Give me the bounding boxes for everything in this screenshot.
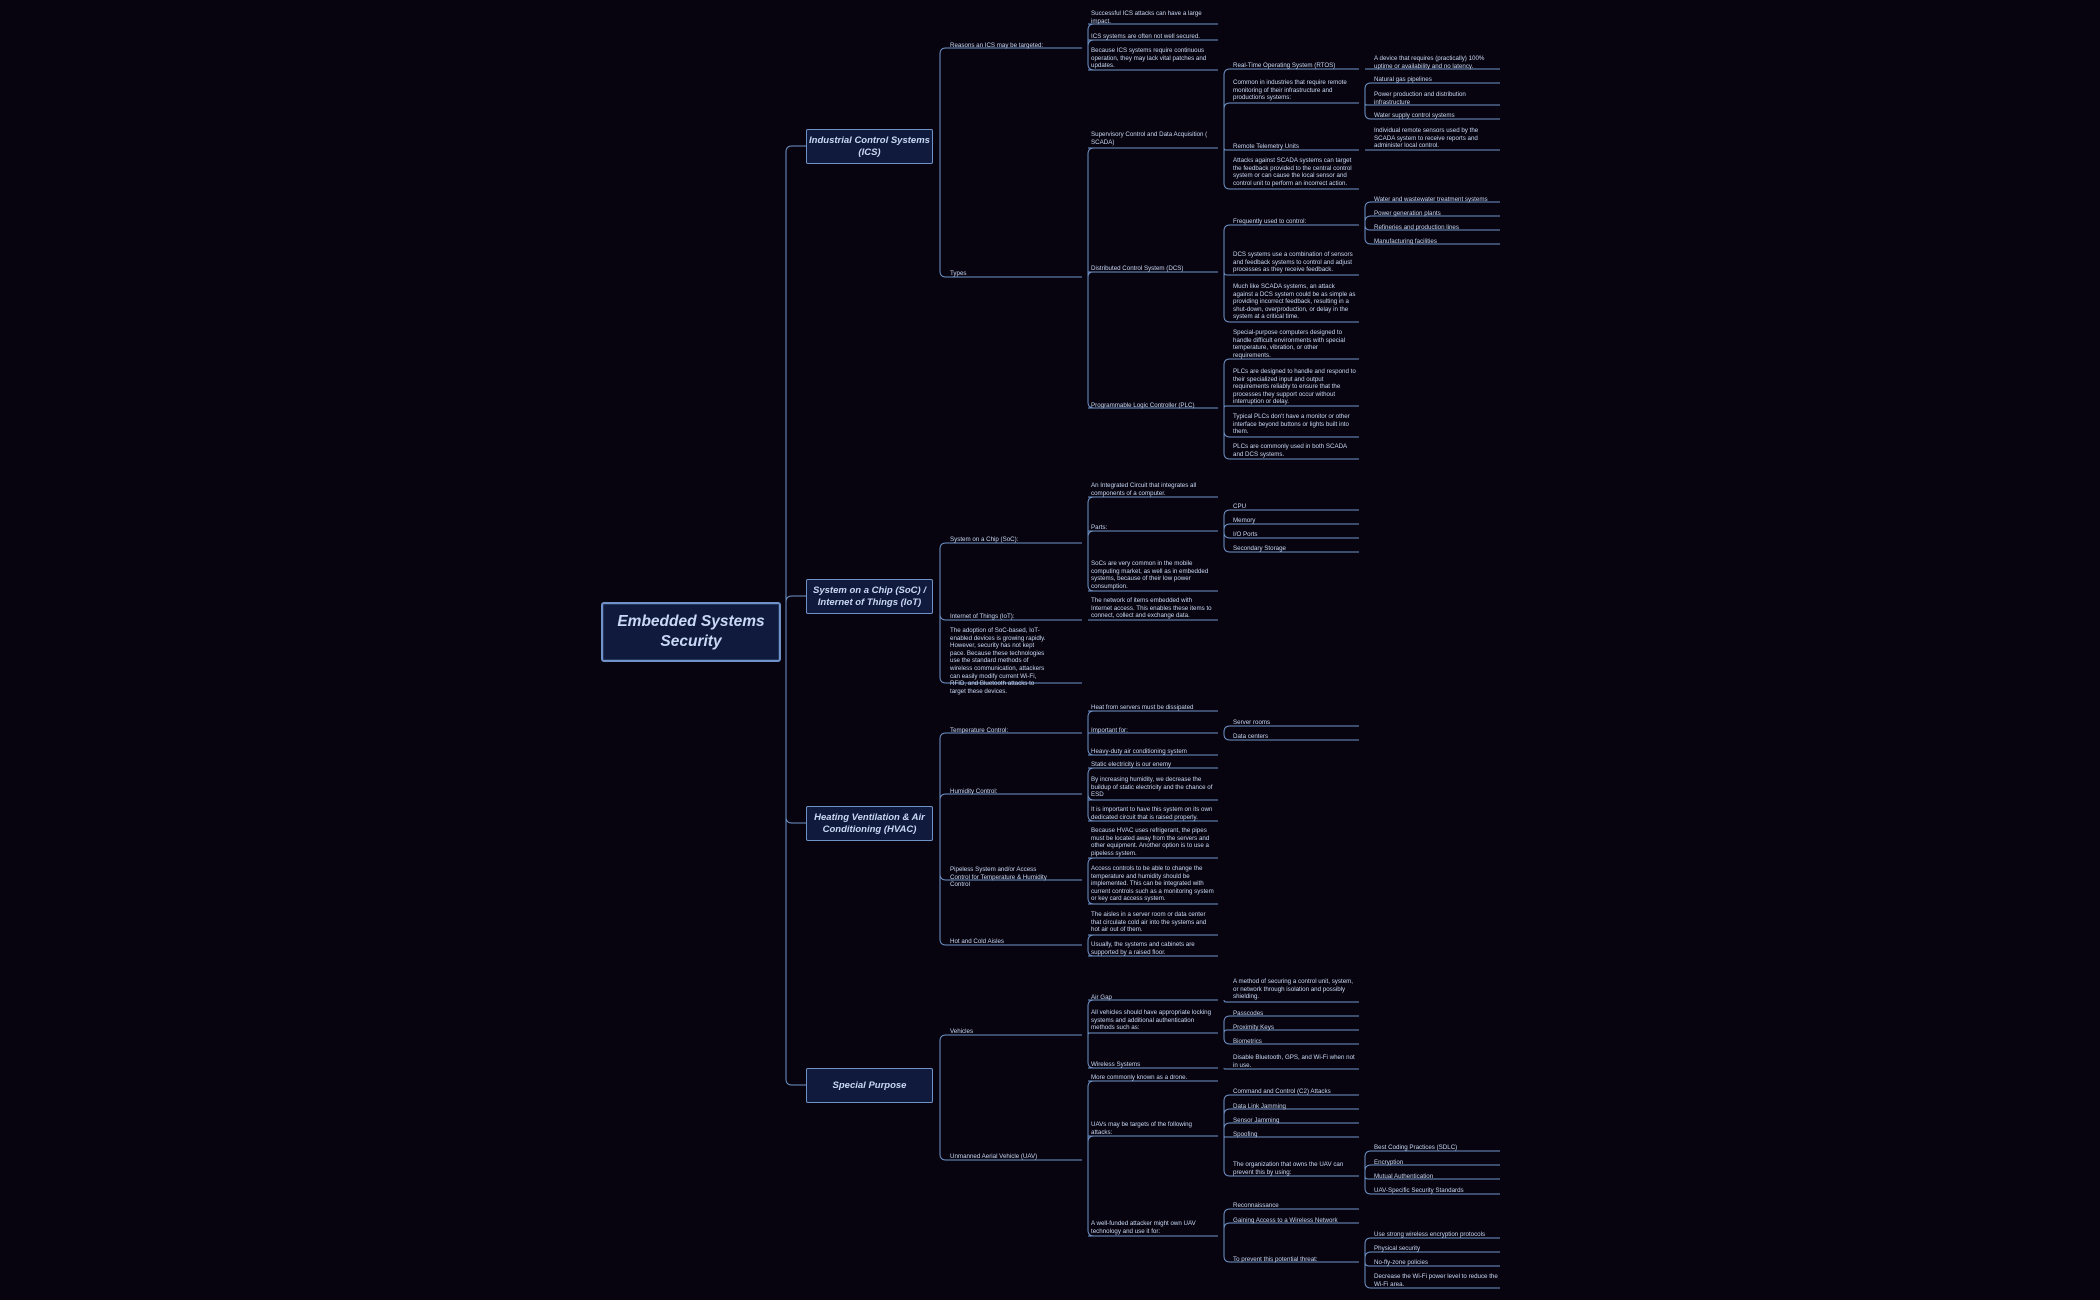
connector-curve	[1224, 1033, 1230, 1044]
branch-real-time-operating-system-rtos[interactable]: Real-Time Operating System (RTOS)	[1233, 62, 1336, 69]
leaf-proximity-keys[interactable]: Proximity Keys	[1233, 1024, 1274, 1031]
leaf-decrease-the-wi-fi-power-level-to-reduce[interactable]: Decrease the Wi-Fi power level to reduce the Wi-Fi area.	[1374, 1273, 1498, 1288]
leaf-use-strong-wireless-encryption-protocols[interactable]: Use strong wireless encryption protocols	[1374, 1231, 1486, 1238]
leaf-uav-specific-security-standards[interactable]: UAV-Specific Security Standards	[1374, 1187, 1464, 1194]
connector-curve	[1224, 408, 1230, 437]
leaf-spoofing[interactable]: Spoofing	[1233, 1131, 1258, 1138]
leaf-by-increasing-humidity-we-decrease-the-b[interactable]: By increasing humidity, we decrease the buildup of static electricity and the chance of ESD	[1091, 776, 1213, 799]
branch-important-for[interactable]: Important for:	[1091, 727, 1128, 734]
leaf-the-network-of-items-embedded-with-inter[interactable]: The network of items embedded with Internet access. This enables these items to connect, collect and exchange data.	[1091, 597, 1212, 620]
leaf-natural-gas-pipelines[interactable]: Natural gas pipelines	[1374, 76, 1432, 83]
connector-curve	[1224, 359, 1230, 408]
leaf-static-electricity-is-our-enemy[interactable]: Static electricity is our enemy	[1091, 761, 1172, 768]
root-node[interactable]: Embedded Systems Security	[601, 602, 781, 662]
leaf-data-link-jamming[interactable]: Data Link Jamming	[1233, 1103, 1286, 1110]
branch-hot-and-cold-aisles[interactable]: Hot and Cold Aisles	[950, 938, 1004, 945]
connector-curve	[1224, 225, 1230, 272]
connector-curve	[940, 733, 947, 823]
branch-wireless-systems[interactable]: Wireless Systems	[1091, 1061, 1141, 1068]
connector-curve	[1365, 1165, 1371, 1176]
connector-curve	[1088, 1033, 1090, 1035]
connector-curve	[1224, 1236, 1230, 1262]
branch-parts[interactable]: Parts:	[1091, 524, 1108, 531]
leaf-the-adoption-of-soc-based-iot-enabled-de[interactable]: The adoption of SoC-based, IoT-enabled devices is growing rapidly. However, security has not kept pace. Because these technologies use the standard methods of wireless communication, attackers can easily modify current Wi-Fi, RFID, and Bluetooth attacks to target these devices.	[950, 627, 1046, 695]
connector-curve	[1365, 216, 1371, 225]
connector-curve	[940, 794, 947, 823]
leaf-gaining-access-to-a-wireless-network[interactable]: Gaining Access to a Wireless Network	[1233, 1217, 1338, 1224]
leaf-because-hvac-uses-refrigerant-the-pipes-[interactable]: Because HVAC uses refrigerant, the pipes must be located away from the servers and other equipment. Another option is to use a pipeless system.	[1091, 827, 1210, 857]
branch-supervisory-control-and-data-acquisition[interactable]: Supervisory Control and Data Acquisition ( SCADA)	[1091, 131, 1208, 146]
leaf-command-and-control-c2-attacks[interactable]: Command and Control (C2) Attacks	[1233, 1088, 1331, 1095]
leaf-memory[interactable]: Memory	[1233, 517, 1256, 524]
connector-curve	[940, 1035, 947, 1085]
leaf-best-coding-practices-sdlc[interactable]: Best Coding Practices (SDLC)	[1374, 1144, 1458, 1151]
main-branch-heating-ventilation-air-conditioning-hva[interactable]: Heating Ventilation & Air Conditioning (HVAC)	[806, 806, 933, 841]
leaf-water-supply-control-systems[interactable]: Water supply control systems	[1374, 112, 1455, 119]
connector-curve	[1365, 83, 1371, 103]
branch-the-organization-that-owns-the-uav-can-p[interactable]: The organization that owns the UAV can prevent this by using:	[1233, 1161, 1344, 1176]
connector-curve	[1088, 497, 1094, 543]
connector-curve	[1224, 406, 1230, 408]
leaf-successful-ics-attacks-can-have-a-large-[interactable]: Successful ICS attacks can have a large impact.	[1091, 10, 1202, 25]
connector-curve	[1224, 1223, 1230, 1236]
connector-curve	[940, 596, 947, 683]
connector-curve	[1365, 1151, 1371, 1176]
leaf-disable-bluetooth-gps-and-wi-fi-when-not[interactable]: Disable Bluetooth, GPS, and Wi-Fi when not in use.	[1233, 1054, 1355, 1069]
leaf-because-ics-systems-require-continuous-o[interactable]: Because ICS systems require continuous operation, they may lack vital patches and updates.	[1091, 47, 1207, 70]
connector-curve	[1224, 1095, 1230, 1136]
branch-internet-of-things-iot[interactable]: Internet of Things (IoT):	[950, 613, 1015, 620]
connector-curve	[1365, 1176, 1371, 1179]
branch-distributed-control-system-dcs[interactable]: Distributed Control System (DCS)	[1091, 265, 1184, 272]
connector-curve	[1224, 408, 1230, 459]
leaf-a-method-of-securing-a-control-unit-syst[interactable]: A method of securing a control unit, system, or network through isolation and possibly shielding.	[1233, 978, 1354, 1001]
leaf-power-production-and-distribution-infras[interactable]: Power production and distribution infrastructure	[1374, 91, 1466, 106]
connector-curve	[940, 596, 947, 620]
leaf-power-generation-plants[interactable]: Power generation plants	[1374, 210, 1441, 217]
connector-curve	[1224, 1030, 1230, 1033]
leaf-it-is-important-to-have-this-system-on-i[interactable]: It is important to have this system on its own dedicated circuit that is raised properly.	[1091, 806, 1213, 821]
connector-curve	[1224, 272, 1230, 322]
connector-curve	[1365, 225, 1371, 230]
connector-curve	[1088, 1136, 1094, 1160]
leaf-individual-remote-sensors-used-by-the-sc[interactable]: Individual remote sensors used by the SCADA system to receive reports and administer local control.	[1374, 127, 1479, 150]
branch-air-gap[interactable]: Air Gap	[1091, 994, 1112, 1001]
connector-curve	[1224, 1068, 1230, 1069]
branch-all-vehicles-should-have-appropriate-loc[interactable]: All vehicles should have appropriate locking systems and additional authentication methods such as:	[1091, 1009, 1212, 1032]
branch-uavs-may-be-targets-of-the-following-att[interactable]: UAVs may be targets of the following attacks:	[1091, 1121, 1192, 1136]
connector-curve	[1088, 531, 1094, 543]
leaf-heat-from-servers-must-be-dissipated[interactable]: Heat from servers must be dissipated	[1091, 704, 1194, 711]
connector-curve	[940, 146, 947, 277]
branch-humidity-control[interactable]: Humidity Control:	[950, 788, 998, 795]
main-branch-industrial-control-systems-ics[interactable]: Industrial Control Systems (ICS)	[806, 129, 933, 164]
connector-curve	[1224, 1000, 1230, 1002]
connector-curve	[1224, 103, 1230, 148]
leaf-secondary-storage[interactable]: Secondary Storage	[1233, 545, 1286, 552]
leaf-passcodes[interactable]: Passcodes	[1233, 1010, 1264, 1017]
leaf-plcs-are-commonly-used-in-both-scada-and[interactable]: PLCs are commonly used in both SCADA and DCS systems.	[1233, 443, 1347, 458]
connector-curve	[940, 1085, 947, 1160]
branch-frequently-used-to-control[interactable]: Frequently used to control:	[1233, 218, 1307, 225]
connector-curve	[1365, 1252, 1371, 1262]
connector-curve	[1365, 202, 1371, 225]
branch-remote-telemetry-units[interactable]: Remote Telemetry Units	[1233, 143, 1299, 150]
branch-system-on-a-chip-soc[interactable]: System on a Chip (SoC):	[950, 536, 1019, 543]
leaf-ics-systems-are-often-not-well-secured[interactable]: ICS systems are often not well secured.	[1091, 33, 1201, 40]
leaf-cpu[interactable]: CPU	[1233, 503, 1247, 510]
connector-curve	[1224, 733, 1230, 740]
connector-curve	[940, 543, 947, 596]
branch-a-well-funded-attacker-might-own-uav-tec[interactable]: A well-funded attacker might own UAV technology and use it for:	[1091, 1220, 1196, 1235]
leaf-mutual-authentication[interactable]: Mutual Authentication	[1374, 1173, 1434, 1180]
leaf-biometrics[interactable]: Biometrics	[1233, 1038, 1262, 1045]
connector-curve	[786, 596, 806, 630]
leaf-socs-are-very-common-in-the-mobile-compu[interactable]: SoCs are very common in the mobile computing market, as well as in embedded systems, because of their low power consumption.	[1091, 560, 1209, 590]
connector-curve	[1365, 1238, 1371, 1262]
branch-unmanned-aerial-vehicle-uav[interactable]: Unmanned Aerial Vehicle (UAV)	[950, 1153, 1038, 1160]
connector-curve	[1224, 531, 1230, 538]
leaf-heavy-duty-air-conditioning-system[interactable]: Heavy-duty air conditioning system	[1091, 748, 1187, 755]
leaf-an-integrated-circuit-that-integrates-al[interactable]: An Integrated Circuit that integrates all components of a computer.	[1091, 482, 1197, 497]
branch-pipeless-system-and-or-access-control-fo[interactable]: Pipeless System and/or Access Control for Temperature & Humidity Control	[950, 866, 1047, 889]
branch-vehicles[interactable]: Vehicles	[950, 1028, 974, 1035]
connector-curve	[940, 48, 947, 146]
leaf-more-commonly-known-as-a-drone[interactable]: More commonly known as a drone.	[1091, 1074, 1188, 1081]
connector-curve	[1224, 510, 1230, 531]
branch-to-prevent-this-potential-threat[interactable]: To prevent this potential threat:	[1233, 1256, 1318, 1263]
connector-curve	[1224, 148, 1230, 150]
connector-curve	[1224, 1136, 1230, 1176]
leaf-a-device-that-requires-practically-100-u[interactable]: A device that requires (practically) 100% uptime or availability and no latency.	[1374, 55, 1485, 70]
connector-curve	[1088, 277, 1094, 408]
connector-curve	[786, 630, 806, 823]
leaf-special-purpose-computers-designed-to-ha[interactable]: Special-purpose computers designed to handle difficult environments with special temperature, vibration, or other requirements.	[1233, 329, 1346, 359]
connector-curve	[940, 823, 947, 880]
connector-curve	[786, 630, 806, 1085]
connector-curve	[1088, 272, 1093, 277]
leaf-data-centers[interactable]: Data centers	[1233, 733, 1269, 740]
connector-curve	[940, 823, 947, 945]
leaf-physical-security[interactable]: Physical security	[1374, 1245, 1421, 1252]
leaf-much-like-scada-systems-an-attack-agains[interactable]: Much like SCADA systems, an attack against a DCS system could be as simple as providing incorrect feedback, resulting in a shut-down, overproduction, or delay in the system at a critical time.	[1233, 283, 1356, 321]
branch-temperature-control[interactable]: Temperature Control:	[950, 727, 1009, 734]
connector-curve	[1088, 148, 1094, 277]
connector-curve	[1224, 1136, 1230, 1137]
main-branch-special-purpose[interactable]: Special Purpose	[806, 1068, 933, 1103]
connector-curve	[1224, 148, 1230, 189]
connector-curve	[1224, 531, 1230, 552]
branch-types[interactable]: Types	[950, 270, 967, 277]
leaf-the-aisles-in-a-server-room-or-data-cent[interactable]: The aisles in a server room or data center that circulate cold air into the systems and hot air out of them.	[1091, 911, 1207, 934]
main-branch-system-on-a-chip-soc-internet-of-things-[interactable]: System on a Chip (SoC) / Internet of Things (IoT)	[806, 579, 933, 614]
leaf-dcs-systems-use-a-combination-of-sensors[interactable]: DCS systems use a combination of sensors and feedback systems to control and adjust processes as they receive feedback.	[1233, 251, 1353, 274]
leaf-no-fly-zone-policies[interactable]: No-fly-zone policies	[1374, 1259, 1428, 1266]
connector-curve	[1224, 524, 1230, 531]
branch-programmable-logic-controller-plc[interactable]: Programmable Logic Controller (PLC)	[1091, 402, 1195, 409]
leaf-usually-the-systems-and-cabinets-are-sup[interactable]: Usually, the systems and cabinets are supported by a raised floor.	[1091, 941, 1195, 956]
leaf-encryption[interactable]: Encryption	[1374, 1159, 1404, 1166]
connector-curve	[1224, 272, 1230, 275]
leaf-reconnaissance[interactable]: Reconnaissance	[1233, 1202, 1279, 1209]
leaf-i-o-ports[interactable]: I/O Ports	[1233, 531, 1258, 538]
connector-curve	[1224, 1209, 1230, 1236]
leaf-attacks-against-scada-systems-can-target[interactable]: Attacks against SCADA systems can target the feedback provided to the central control system or can cause the local sensor and control unit to perform an incorrect action.	[1233, 157, 1352, 187]
leaf-manufacturing-facilities[interactable]: Manufacturing facilities	[1374, 238, 1437, 245]
leaf-refineries-and-production-lines[interactable]: Refineries and production lines	[1374, 224, 1459, 231]
connector-curve	[786, 146, 806, 630]
leaf-typical-plcs-don-t-have-a-monitor-or-oth[interactable]: Typical PLCs don't have a monitor or other interface beyond buttons or lights built into them.	[1233, 413, 1350, 436]
connector-curve	[1224, 69, 1230, 148]
leaf-server-rooms[interactable]: Server rooms	[1233, 719, 1271, 726]
leaf-plcs-are-designed-to-handle-and-respond-[interactable]: PLCs are designed to handle and respond to their specialized input and output requirements reliably to ensure that the processes they support occur without interruption or delay.	[1233, 368, 1356, 406]
connector-curve	[1224, 1123, 1230, 1136]
branch-reasons-an-ics-may-be-targeted[interactable]: Reasons an ICS may be targeted:	[950, 42, 1044, 49]
connector-curve	[1365, 103, 1371, 105]
connector-curve	[1224, 1109, 1230, 1136]
leaf-access-controls-to-be-able-to-change-the[interactable]: Access controls to be able to change the temperature and humidity should be implemented. This can be integrated with current controls such as a monitoring system or key card access system.	[1091, 865, 1214, 903]
leaf-sensor-jamming[interactable]: Sensor Jamming	[1233, 1117, 1280, 1124]
connector-curve	[1365, 1262, 1371, 1266]
leaf-water-and-wastewater-treatment-systems[interactable]: Water and wastewater treatment systems	[1374, 196, 1488, 203]
branch-common-in-industries-that-require-remote[interactable]: Common in industries that require remote monitoring of their infrastructure and productions systems:	[1233, 79, 1347, 102]
connector-curve	[1224, 726, 1230, 733]
